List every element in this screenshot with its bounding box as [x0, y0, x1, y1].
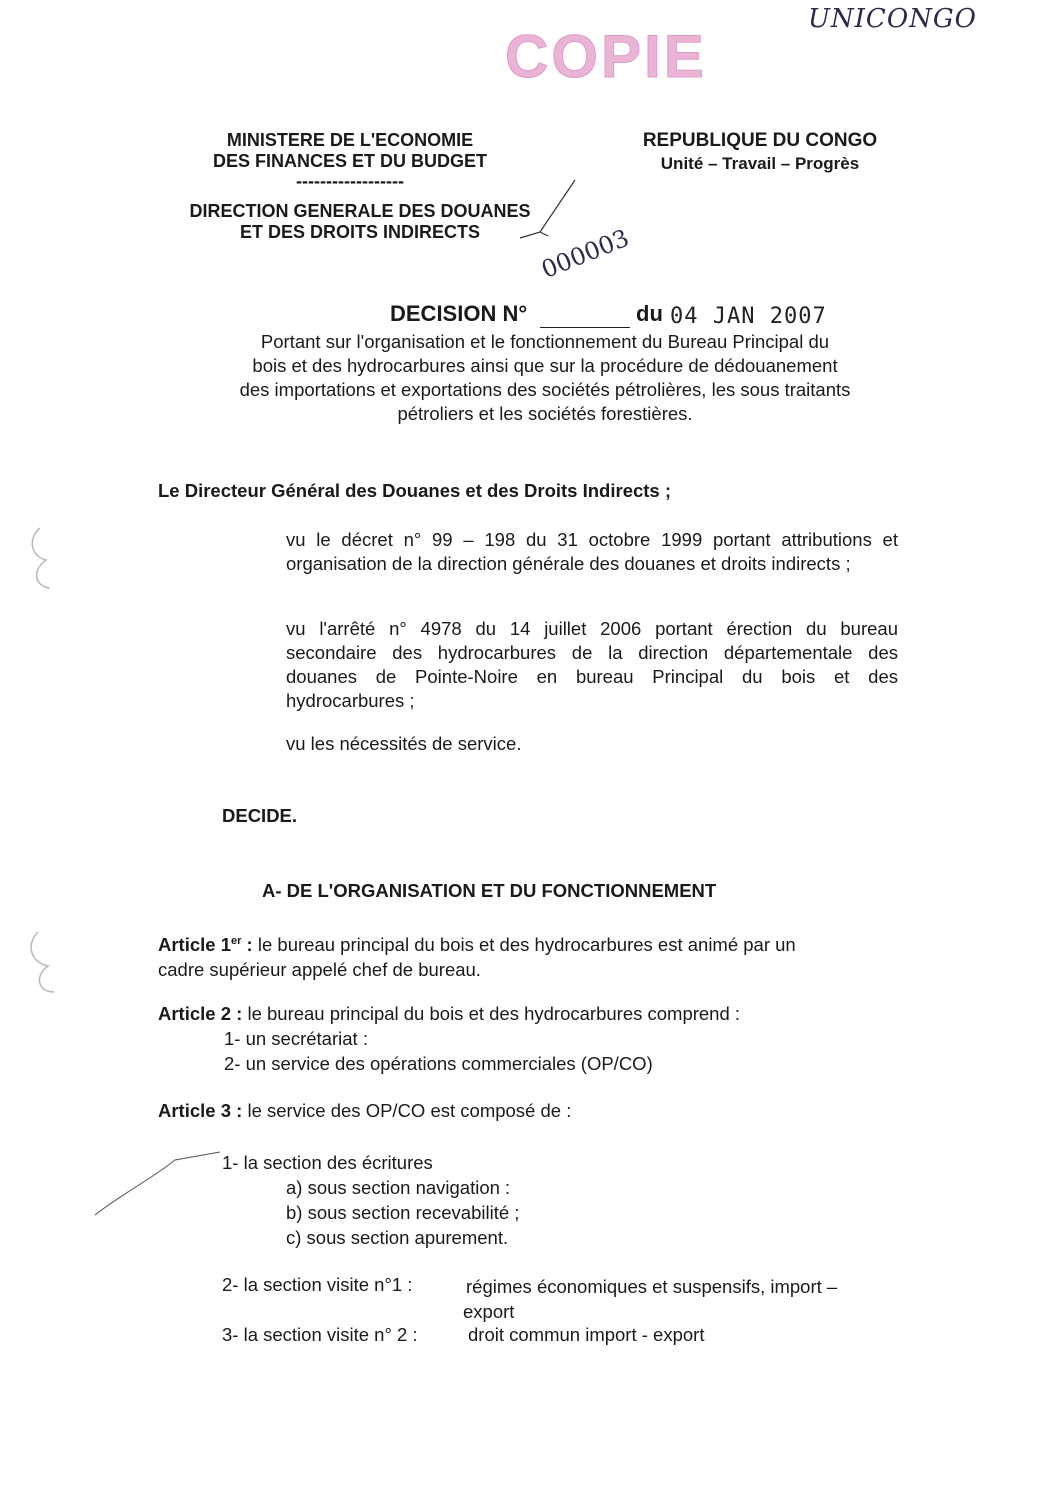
- republic-motto: Unité – Travail – Progrès: [660, 154, 860, 173]
- subject-line-3: des importations et exportations des sociétés pétrolières, les sous traitants: [239, 379, 851, 400]
- section-a-title: A- DE L'ORGANISATION ET DU FONCTIONNEMENT: [262, 880, 717, 901]
- decide-heading: DECIDE.: [222, 805, 298, 826]
- header-separator: ------------------: [296, 171, 404, 191]
- authority-line: Le Directeur Général des Douanes et des Droits Indirects ;: [158, 480, 672, 501]
- article-3-line: [158, 1100, 571, 1122]
- decision-number-underline: [540, 327, 630, 328]
- subsection-recevabilite: b) sous section recevabilité ;: [286, 1202, 520, 1223]
- consideration-2: vu l'arrêté n° 4978 du 14 juillet 2006 portant érection du bureau secondaire des hydrocarbures de la direction départementale des douanes de Pointe-Noire en bureau Principal du bois et des hydrocarbures ;: [286, 618, 898, 711]
- article-1-line-2: cadre supérieur appelé chef de bureau.: [158, 959, 481, 981]
- article-1-colon: :: [241, 934, 253, 956]
- subject-line-4: pétroliers et les sociétés forestières.: [397, 403, 693, 424]
- copie-stamp: COPIE: [505, 23, 707, 90]
- section-visite-2-label: 3- la section visite n° 2 :: [222, 1324, 418, 1345]
- article-1-label: Article 1: [158, 934, 232, 956]
- direction-line-1: DIRECTION GENERALE DES DOUANES: [189, 201, 531, 221]
- subsection-apurement: c) sous section apurement.: [286, 1227, 509, 1248]
- direction-header: [150, 201, 570, 243]
- punch-hole-mark-top: [32, 528, 50, 588]
- section-visite-1-text-line-1: régimes économiques et suspensifs, import –: [466, 1276, 838, 1297]
- article-3-text: le service des OP/CO est composé de :: [242, 1100, 572, 1121]
- handwritten-decision-number: 000003: [537, 223, 633, 284]
- article-2-text: le bureau principal du bois et des hydrocarbures comprend :: [242, 1003, 741, 1024]
- article-1: [158, 929, 796, 982]
- ministry-header: [160, 130, 540, 190]
- section-visite-1-label: 2- la section visite n°1 :: [222, 1274, 413, 1295]
- decision-label: DECISION N°: [390, 301, 528, 326]
- subject-line-1: Portant sur l'organisation et le fonctionnement du Bureau Principal du: [260, 331, 830, 352]
- direction-line-2: ET DES DROITS INDIRECTS: [239, 222, 481, 242]
- article-1-line-1: [158, 929, 796, 957]
- article-2: [158, 1001, 740, 1076]
- ministry-line-1: MINISTERE DE L'ECONOMIE: [226, 130, 474, 150]
- article-2-item-2: 2- un service des opérations commerciales (OP/CO): [224, 1053, 653, 1074]
- date-stamp: 04 JAN 2007: [670, 304, 827, 329]
- section-ecritures: 1- la section des écritures: [222, 1152, 433, 1173]
- section-visite-1-text-line-2: export: [463, 1301, 515, 1322]
- section-visite-1-text: [463, 1274, 837, 1324]
- republic-name: REPUBLIQUE DU CONGO: [642, 130, 878, 151]
- article-1-text: le bureau principal du bois et des hydrocarbures est animé par un: [252, 934, 796, 956]
- subject-line-2: bois et des hydrocarbures ainsi que sur la procédure de dédouanement: [252, 355, 838, 376]
- article-3-section-1: [222, 1150, 519, 1250]
- decision-subject: [180, 330, 910, 426]
- article-2-item-1: 1- un secrétariat :: [224, 1028, 368, 1049]
- republic-header: [610, 130, 910, 174]
- article-1-sup: er: [231, 935, 242, 947]
- handwritten-note: UNICONGO: [808, 4, 977, 34]
- subsection-navigation: a) sous section navigation :: [286, 1177, 511, 1198]
- article-2-label: Article 2 :: [158, 1003, 243, 1024]
- section-visite-2-text: droit commun import - export: [468, 1324, 705, 1345]
- pen-stroke-margin: [95, 1152, 220, 1215]
- ministry-line-2: DES FINANCES ET DU BUDGET: [212, 151, 488, 171]
- punch-hole-mark-bottom: [31, 932, 54, 992]
- consideration-3: vu les nécessités de service.: [286, 733, 522, 754]
- article-3-label: Article 3 :: [158, 1100, 243, 1121]
- decision-du: du: [636, 301, 663, 326]
- article-2-line: [158, 1001, 740, 1026]
- consideration-1: vu le décret n° 99 – 198 du 31 octobre 1999 portant attributions et organisation de la direction générale des douanes et droits indirects ;: [286, 529, 898, 574]
